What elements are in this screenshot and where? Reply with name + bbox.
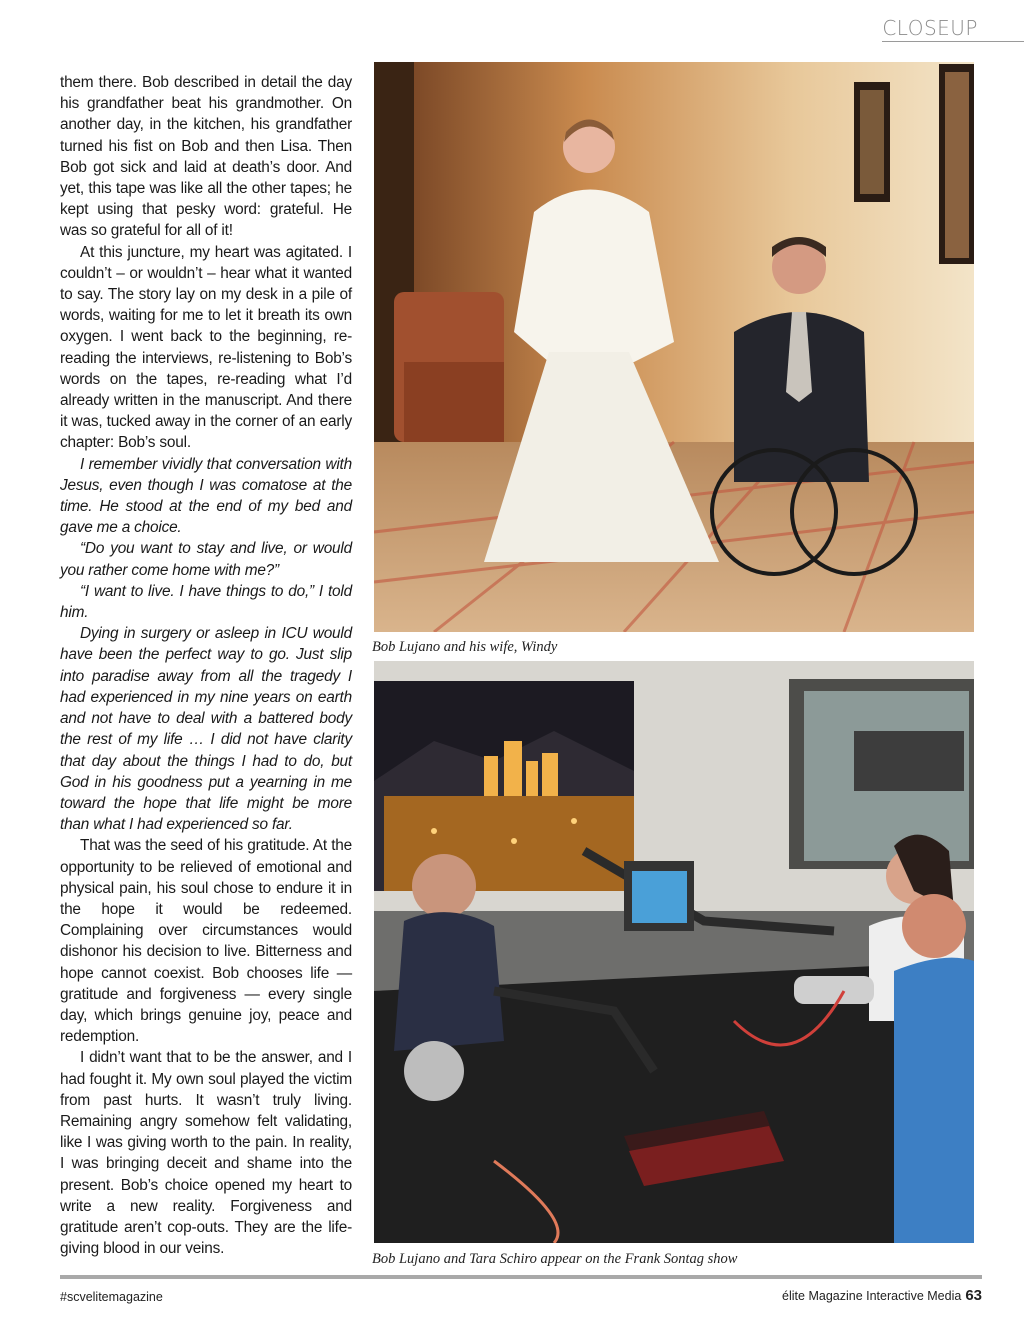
- footer-hashtag: #scvelitemagazine: [60, 1290, 163, 1304]
- article-quote-paragraph: I remember vividly that conversation with Jesus, even though I was comatose at the time. He stood at the end of my bed and gave me a choice.: [60, 455, 352, 537]
- article-quote-paragraph: Dying in surgery or asleep in ICU would have been the perfect way to go. Just slip into paradise away from all the tragedy I had experienced in my nine years on earth and not have to deal with a battered body the rest of my life … I did not have clarity that day about the things I had to do, but God in his goodness put a yearning in me toward the hope that life might be more than what I had experienced so far.: [60, 625, 352, 834]
- studio-photo: [374, 661, 974, 1243]
- section-label: CLOSEUP: [882, 16, 978, 40]
- wedding-photo-caption: Bob Lujano and his wife, Windy: [372, 639, 558, 655]
- article-column: [60, 72, 352, 1259]
- article-quote-paragraph: “Do you want to stay and live, or would you rather come home with me?”: [60, 540, 352, 579]
- footer-publisher: élite Magazine Interactive Media: [782, 1289, 962, 1303]
- article-paragraph: That was the seed of his gratitude. At the opportunity to be relieved of emotional and physical pain, his soul chose to endure it in the hope it would be redeemed. Complaining over circumstances would dishonor his decision to live. Bitterness and hope cannot coexist. Bob chooses life — gratitude and forgiveness — every single day, which brings genuine joy, peace and redemption.: [60, 837, 352, 1046]
- page-number: 63: [965, 1287, 982, 1304]
- studio-photo-caption: Bob Lujano and Tara Schiro appear on the Frank Sontag show: [372, 1251, 738, 1267]
- section-rule: [882, 41, 1024, 42]
- footer-rule: [60, 1275, 982, 1279]
- article-paragraph: them there. Bob described in detail the day his grandfather beat his grandmother. On another day, in the kitchen, his grandfather turned his fist on Bob and then Lisa. Then Bob got sick and laid at death’s door. And yet, this tape was like all the other tapes; he kept using that pesky word: grateful. He was so grateful for all of it!: [60, 74, 352, 240]
- article-paragraph: At this juncture, my heart was agitated. I couldn’t – or wouldn’t – hear what it wanted to say. The story lay on my desk in a pile of words, waiting for me to let it breath its own oxygen. I went back to the beginning, re-reading the interviews, re-listening to Bob’s words on the tapes, re-reading what I’d already written in the manuscript. And there it was, tucked away in the corner of an early chapter: Bob’s soul.: [60, 243, 352, 452]
- footer-credit: [782, 1287, 982, 1304]
- article-paragraph: I didn’t want that to be the answer, and I had fought it. My own soul played the victim from past hurts. It wasn’t truly living. Remaining angry somehow felt validating, like I was giving worth to the pain. In reality, I was bringing deceit and shame into the present. Bob’s choice opened my heart to write a new reality. Forgiveness and gratitude aren’t cop-outs. They are the life-giving blood in our veins.: [60, 1049, 352, 1258]
- article-quote-paragraph: “I want to live. I have things to do,” I told him.: [60, 582, 352, 622]
- wedding-photo: [374, 62, 974, 632]
